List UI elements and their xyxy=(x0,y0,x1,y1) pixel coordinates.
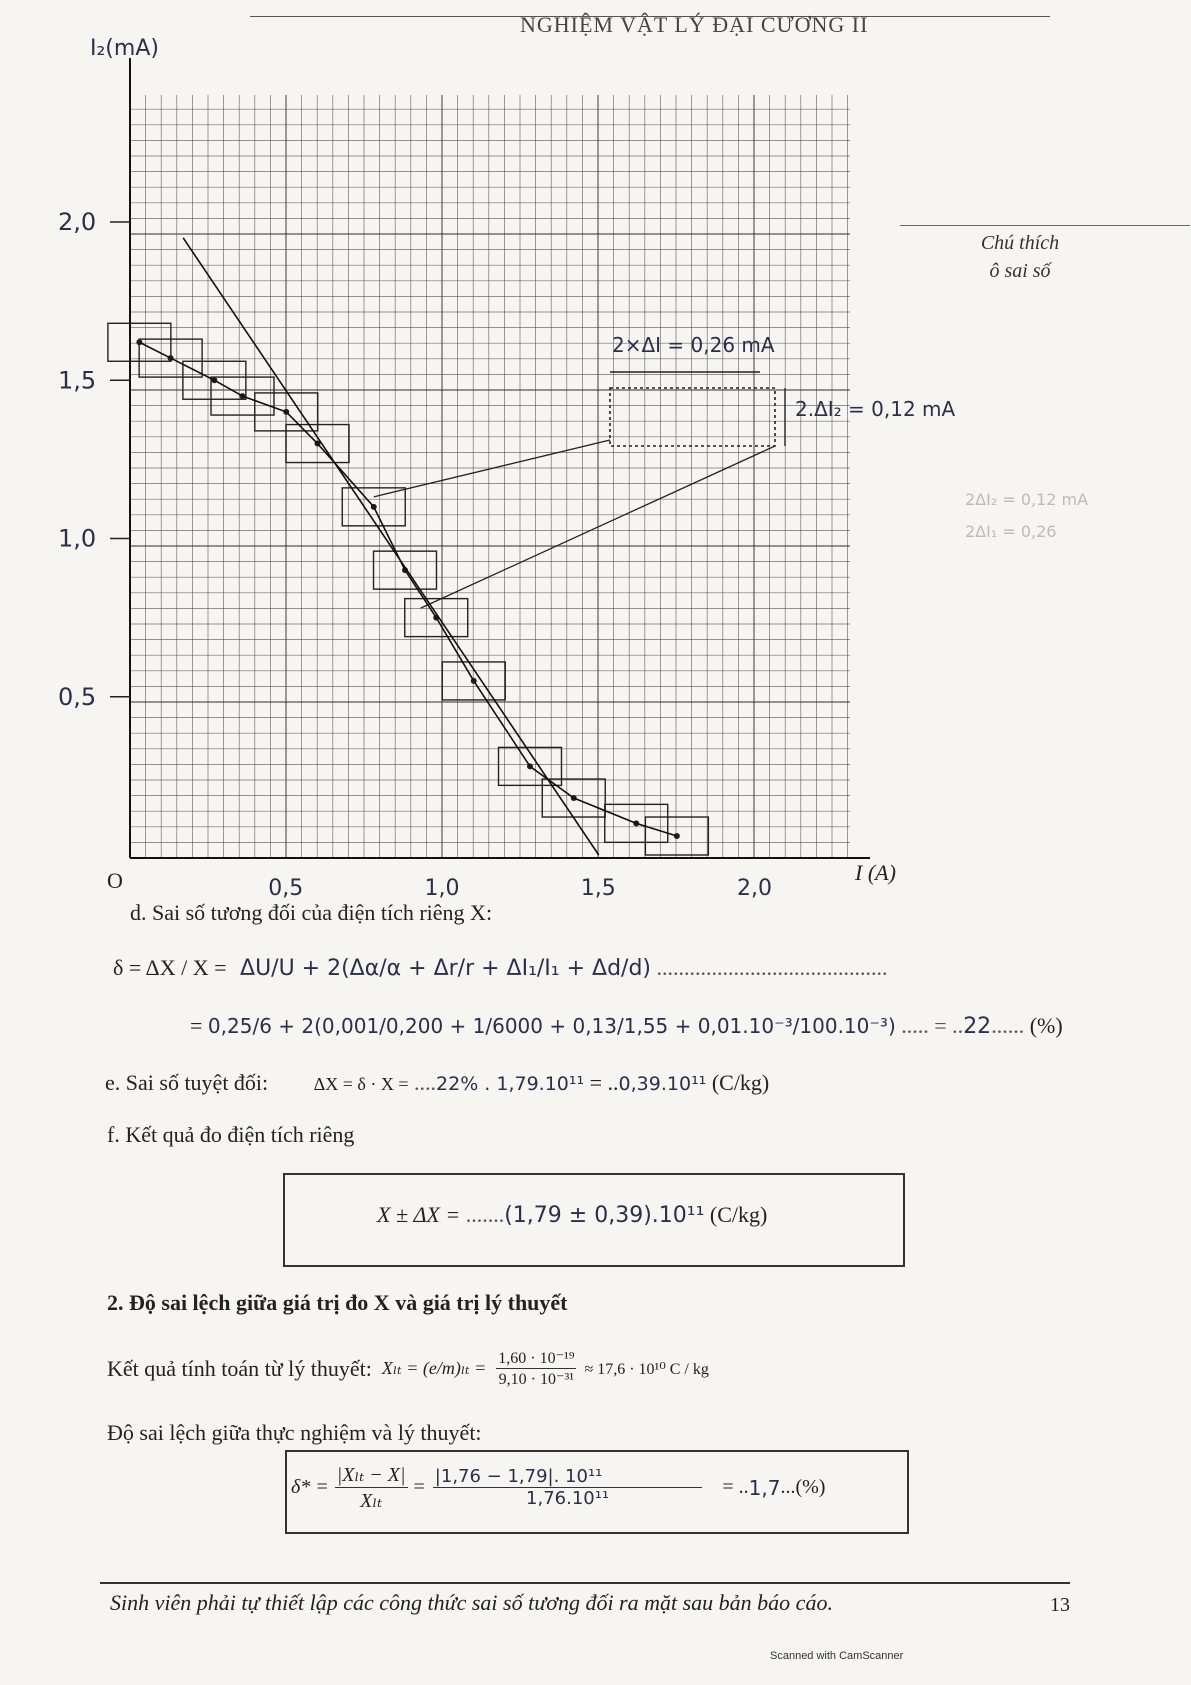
absolute-error-unit: (C/kg) xyxy=(711,1070,770,1095)
leader-line xyxy=(374,440,610,497)
relative-error-values: 0,25/6 + 2(0,001/0,200 + 1/6000 + 0,13/1,55 + 0,01.10⁻³/100.10⁻³) xyxy=(207,1014,896,1038)
grid-lines xyxy=(130,95,850,858)
origin-label: O xyxy=(107,868,123,893)
deviation-hand-fraction xyxy=(433,1466,703,1509)
y-tick-label: 1,0 xyxy=(58,524,97,553)
margin-note-line1: Chú thích xyxy=(980,232,1060,254)
annotation-delta-i: 2×ΔI = 0,26 mA xyxy=(612,333,775,357)
final-result-formula: X ± ΔX = xyxy=(377,1202,461,1227)
section-d-line1: δ = ΔX / X = ΔU/U + 2(Δα/α + Δr/r + ΔI₁/I₁ + Δd/d) .......................................... xyxy=(113,955,888,981)
deviation-box: δ* = $\frac{\text{|Xₗₜ − X|}}{\text{Xₗₜ}}$ = $\frac{\text{|1,76 − 1,79|. 10¹¹}}{\text{1,76.10¹¹}}$ = .. 1,7 ... (%) xyxy=(285,1450,909,1534)
section-f-label: f. Kết quả đo điện tích riêng xyxy=(107,1122,355,1147)
faded-note-2: 2ΔI₁ = 0,26 xyxy=(965,522,1057,541)
final-result-box: X ± ΔX = .......(1,79 ± 0,39).10¹¹ (C/kg) xyxy=(283,1173,905,1267)
theory-row xyxy=(107,1348,709,1389)
section-e-label: e. Sai số tuyệt đối: xyxy=(105,1070,269,1095)
relative-error-handwritten: ΔU/U + 2(Δα/α + Δr/r + ΔI₁/I₁ + Δd/d) xyxy=(240,956,652,981)
error-boxes xyxy=(108,323,708,855)
deviation-formula-fraction xyxy=(335,1462,408,1513)
footer-rule xyxy=(100,1582,1070,1584)
theory-label: Kết quả tính toán từ lý thuyết: xyxy=(107,1355,372,1381)
final-result-handwritten: (1,79 ± 0,39).10¹¹ xyxy=(504,1203,705,1228)
margin-note-line2: ô sai số xyxy=(989,260,1051,282)
absolute-error-result: 0,39.10¹¹ xyxy=(618,1073,707,1095)
x-tick-label: 1,5 xyxy=(580,876,616,900)
absolute-error-handwritten: 22% . 1,79.10¹¹ xyxy=(436,1073,585,1095)
absolute-error-formula: ΔX = δ · X = xyxy=(313,1074,409,1094)
relative-error-formula: δ = ΔX / X = xyxy=(113,955,227,980)
section-e-row: e. Sai số tuyệt đối: ΔX = δ · X = ....22% . 1,79.10¹¹ = ..0,39.10¹¹ (C/kg) xyxy=(105,1070,770,1095)
theory-formula: Xₗₜ = (e/m)ₗₜ = xyxy=(381,1358,487,1378)
legend-error-box xyxy=(610,388,775,446)
scanner-watermark: Scanned with CamScanner xyxy=(770,1650,904,1662)
x-tick-label: 0,5 xyxy=(268,876,304,900)
page-number: 13 xyxy=(1050,1594,1070,1616)
x-axis-label: I (A) xyxy=(855,860,896,885)
deviation-formula-denominator: Xₗₜ xyxy=(360,1490,383,1512)
deviation-unit: (%) xyxy=(795,1476,826,1498)
deviation-result: 1,7 xyxy=(748,1475,781,1500)
theory-denominator: 9,10 · 10⁻³¹ xyxy=(498,1371,575,1388)
theory-result: ≈ 17,6 · 10¹⁰ C / kg xyxy=(584,1360,709,1378)
footer-note: Sinh viên phải tự thiết lập các công thức sai số tương đối ra mặt sau bản báo cáo. xyxy=(110,1590,833,1615)
theory-fraction xyxy=(496,1348,576,1389)
deviation-formula-numerator: |Xₗₜ − X| xyxy=(336,1464,406,1486)
error-box-legend xyxy=(374,372,785,608)
y-tick-label: 0,5 xyxy=(58,682,97,711)
relative-error-unit: (%) xyxy=(1029,1013,1063,1038)
deviation-hand-denominator: 1,76.10¹¹ xyxy=(526,1488,610,1509)
deviation-label: Độ sai lệch giữa thực nghiệm và lý thuyết: xyxy=(107,1420,482,1445)
section-d-line2: = 0,25/6 + 2(0,001/0,200 + 1/6000 + 0,13/1,55 + 0,01.10⁻³/100.10⁻³) ..... = ..22...... (%) xyxy=(190,1013,1063,1039)
relative-error-result: 22 xyxy=(963,1014,992,1039)
faded-note-1: 2ΔI₂ = 0,12 mA xyxy=(965,490,1089,509)
page-header-title: NGHIỆM VẬT LÝ ĐẠI CƯƠNG II xyxy=(520,12,869,37)
section-2-title: 2. Độ sai lệch giữa giá trị đo X và giá trị lý thuyết xyxy=(107,1290,568,1315)
annotation-delta-i2: 2.ΔI₂ = 0,12 mA xyxy=(795,397,956,421)
deviation-hand-numerator: |1,76 − 1,79|. 10¹¹ xyxy=(433,1466,703,1488)
section-d-label: d. Sai số tương đối của điện tích riêng X: xyxy=(130,900,493,925)
y-tick-label: 1,5 xyxy=(58,366,97,395)
y-axis-label: I₂(mA) xyxy=(90,36,159,61)
final-result-unit: (C/kg) xyxy=(709,1202,768,1227)
theory-numerator: 1,60 · 10⁻¹⁹ xyxy=(498,1350,575,1367)
chart-axes xyxy=(130,58,870,858)
x-tick-label: 1,0 xyxy=(424,876,460,900)
x-tick-label: 2,0 xyxy=(737,876,772,900)
y-tick-label: 2,0 xyxy=(58,208,97,236)
margin-rule xyxy=(900,225,1190,226)
